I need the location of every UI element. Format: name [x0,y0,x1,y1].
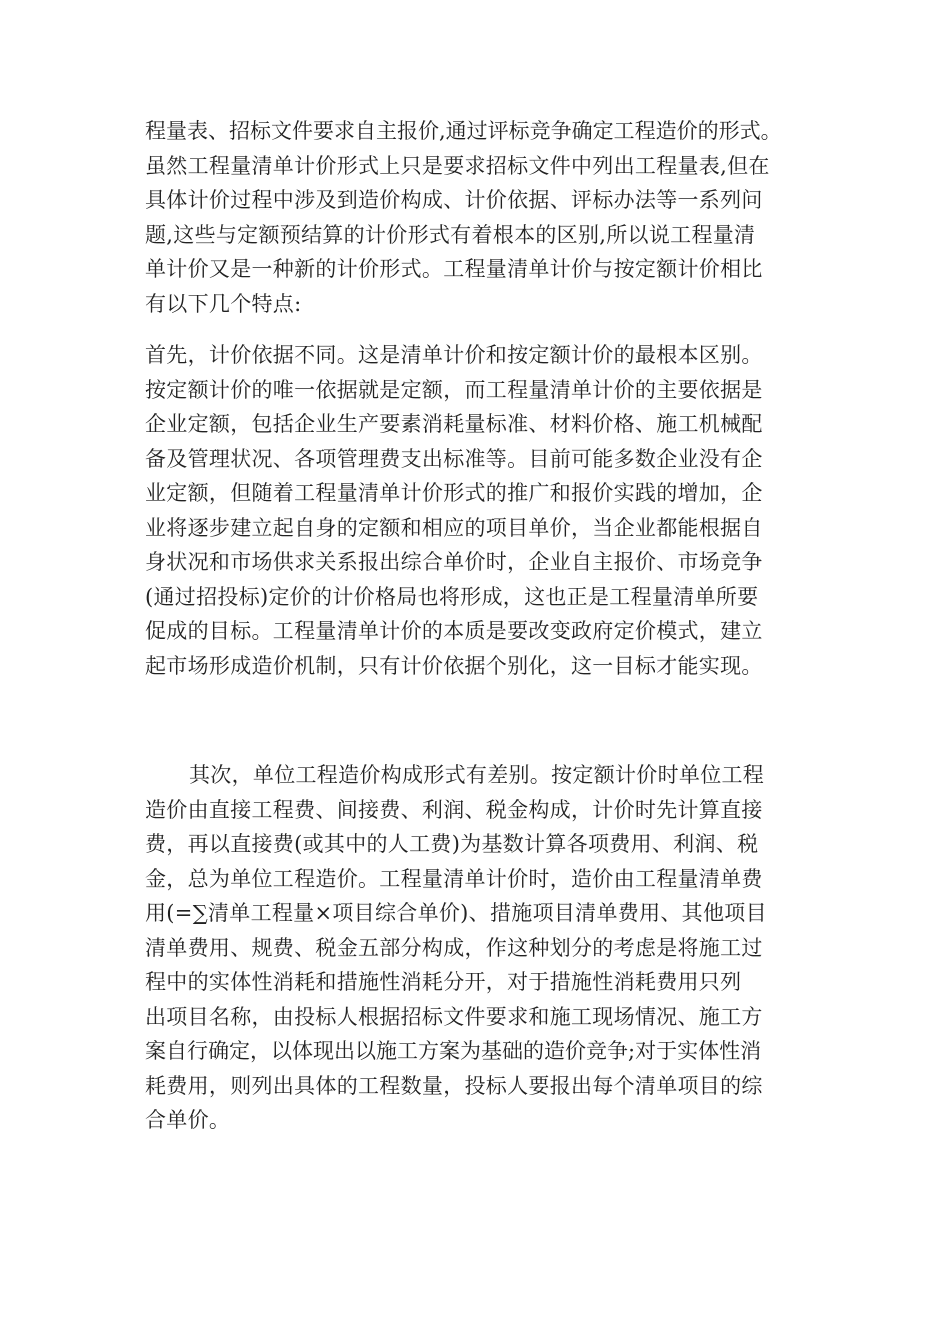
text-line: 身状况和市场供求关系报出综合单价时，企业自主报价、市场竞争 [145,550,763,574]
text-line: 案自行确定，以体现出以施工方案为基础的造价竞争;对于实体性消 [145,1039,762,1063]
text-line: 业将逐步建立起自身的定额和相应的项目单价，当企业都能根据自 [145,515,763,540]
text-line: 题,这些与定额预结算的计价形式有着根本的区别,所以说工程量清 [145,222,756,247]
text-line: 出项目名称，由投标人根据招标文件要求和施工现场情况、施工方 [145,1004,763,1029]
text-line: 企业定额，包括企业生产要素消耗量标准、材料价格、施工机械配 [145,412,763,436]
text-line: 金，总为单位工程造价。工程量清单计价时，造价由工程量清单费 [145,866,763,891]
text-line: 单计价又是一种新的计价形式。工程量清单计价与按定额计价相比 [145,257,763,281]
text-line: 备及管理状况、各项管理费支出标准等。目前可能多数企业没有企 [145,446,763,471]
text-line: 有以下几个特点: [145,291,302,316]
text-line: 起市场形成造价机制，只有计价依据个别化，这一目标才能实现。 [145,653,763,678]
text-line: 造价由直接工程费、间接费、利润、税金构成，计价时先计算直接 [145,797,763,822]
text-line: 费，再以直接费(或其中的人工费)为基数计算各项费用、利润、税 [145,832,759,856]
text-line: 清单费用、规费、税金五部分构成，作这种划分的考虑是将施工过 [145,935,763,960]
text-line: 按定额计价的唯一依据就是定额，而工程量清单计价的主要依据是 [145,377,763,402]
text-line: 具体计价过程中涉及到造价构成、计价依据、评标办法等一系列问 [145,188,763,212]
text-line: 业定额，但随着工程量清单计价形式的推广和报价实践的增加，企 [145,481,763,505]
text-line: 程中的实体性消耗和措施性消耗分开，对于措施性消耗费用只列 [145,970,742,994]
paragraph-first-point [145,338,825,683]
text-line: 首先，计价依据不同。这是清单计价和按定额计价的最根本区别。 [145,343,763,367]
text-line: 促成的目标。工程量清单计价的本质是要改变政府定价模式，建立 [145,619,763,643]
paragraph-second-point [145,758,825,1138]
text-line: 其次，单位工程造价构成形式有差别。按定额计价时单位工程 [189,763,765,787]
text-line: 合单价。 [145,1108,231,1132]
text-line: 虽然工程量清单计价形式上只是要求招标文件中列出工程量表,但在 [145,153,770,178]
text-line: 耗费用，则列出具体的工程数量，投标人要报出每个清单项目的综 [145,1073,763,1098]
paragraph-intro [145,114,825,321]
text-line: 用(=∑清单工程量×项目综合单价)、措施项目清单费用、其他项目 [145,901,767,925]
text-line: (通过招投标)定价的计价格局也将形成，这也正是工程量清单所要 [145,584,759,609]
text-line: 程量表、招标文件要求自主报价,通过评标竞争确定工程造价的形式。 [145,119,782,143]
